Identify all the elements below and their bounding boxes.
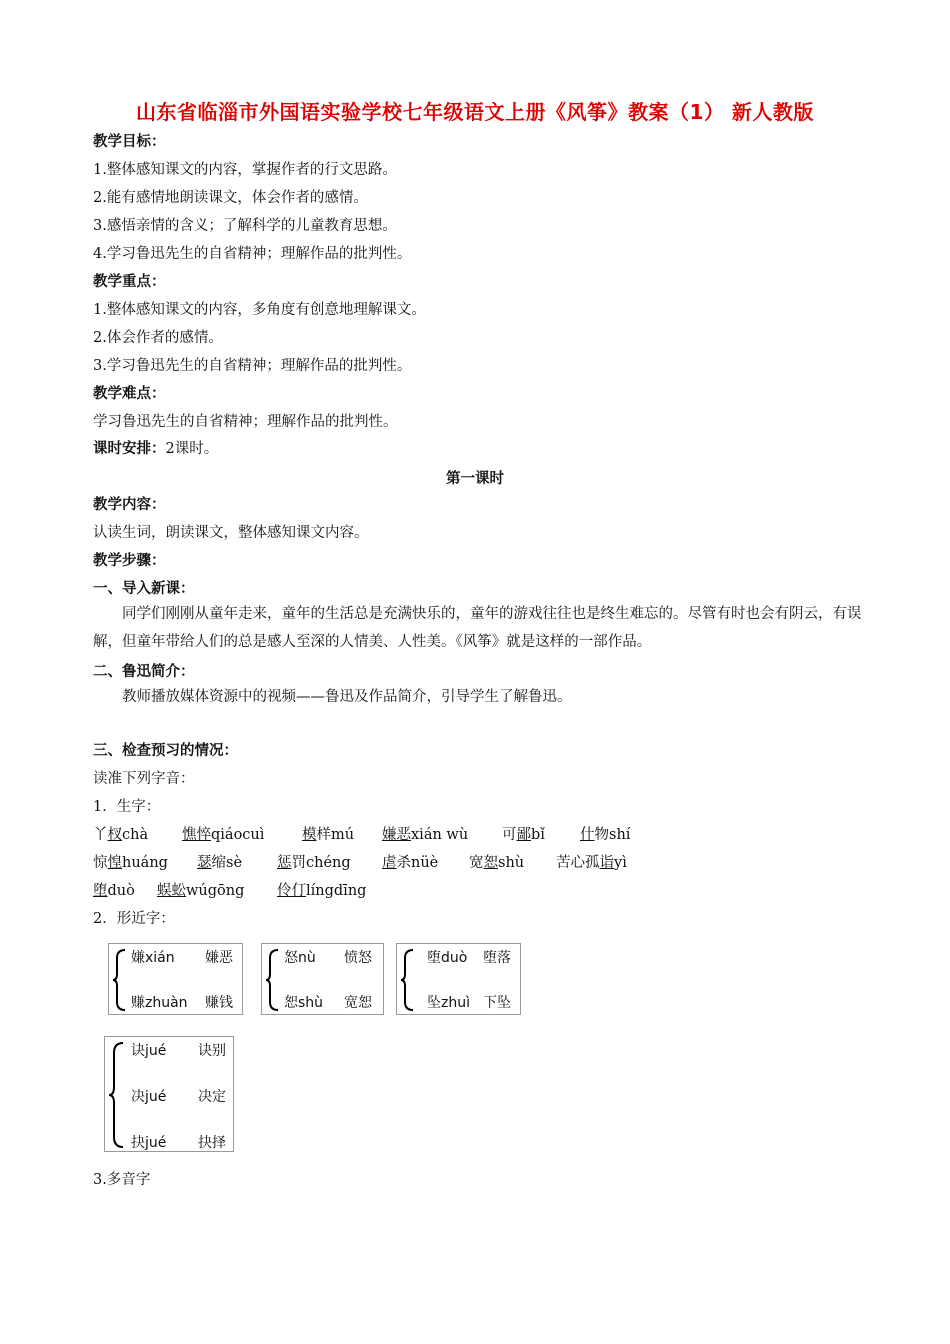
goal-item: 3.感悟亲情的含义；了解科学的儿童教育思想。 xyxy=(93,218,397,234)
vocab-item: 伶仃língdīng xyxy=(277,883,367,899)
goals-heading: 教学目标： xyxy=(93,134,166,150)
similar-char: 决jué xyxy=(131,1089,167,1105)
similar-char: 诀jué xyxy=(131,1043,167,1059)
similar-char: 抉jué xyxy=(131,1135,167,1151)
vocab-item: 宽恕shù xyxy=(469,855,525,871)
vocab-item: 可鄙bǐ xyxy=(502,827,545,843)
similar-group xyxy=(261,943,384,1015)
vocab-item: 蜈蚣wúgōng xyxy=(157,883,245,899)
steps-heading: 教学步骤： xyxy=(93,553,166,569)
similar-word: 抉择 xyxy=(198,1135,226,1151)
similar-word: 决定 xyxy=(198,1089,226,1105)
vocab-item: 什物shí xyxy=(580,827,631,843)
similar-word: 愤怒 xyxy=(344,950,372,966)
vocab-item: 瑟缩sè xyxy=(197,855,243,871)
goal-item: 2.能有感情地朗读课文，体会作者的感情。 xyxy=(93,190,368,206)
section1-heading: 一、导入新课： xyxy=(93,581,195,597)
goal-item: 1.整体感知课文的内容，掌握作者的行文思路。 xyxy=(93,162,397,178)
section1-paragraph: 同学们刚刚从童年走来，童年的生活总是充满快乐的，童年的游戏往往也是终生难忘的。尽管有时也会有阴云，有误解，但童年带给人们的总是感人至深的人情美、人性美。《风筝》就是这样的一部作品。 xyxy=(93,606,862,650)
new-words-label: 1．生字： xyxy=(93,799,161,815)
schedule-line xyxy=(93,439,218,459)
similar-group xyxy=(104,1036,234,1152)
section3-heading: 三、检查预习的情况： xyxy=(93,743,238,759)
vocab-item: 虐杀nüè xyxy=(382,855,439,871)
brace-icon xyxy=(111,948,129,1012)
schedule-value: 2课时。 xyxy=(165,441,219,457)
polyphone-label: 3.多音字 xyxy=(93,1172,151,1188)
vocab-item: 嫌恶xián wù xyxy=(382,827,469,843)
vocab-item: 丫杈chà xyxy=(93,827,149,843)
similar-word: 诀别 xyxy=(198,1043,226,1059)
brace-icon xyxy=(107,1041,127,1149)
difficulty-text: 学习鲁迅先生的自省精神；理解作品的批判性。 xyxy=(93,414,398,430)
vocab-item: 憔悴qiáocuì xyxy=(182,827,265,843)
document-title: 山东省临淄市外国语实验学校七年级语文上册《风筝》教案（1） 新人教版 xyxy=(136,100,814,124)
difficulty-heading: 教学难点： xyxy=(93,386,166,402)
brace-icon xyxy=(399,948,417,1012)
goal-item: 4.学习鲁迅先生的自省精神；理解作品的批判性。 xyxy=(93,246,412,262)
similar-group xyxy=(396,943,521,1015)
vocab-item: 苦心孤诣yì xyxy=(556,855,627,871)
similar-group xyxy=(108,943,243,1015)
similar-char: 怒nù xyxy=(284,950,316,966)
similar-word: 宽恕 xyxy=(344,995,372,1011)
similar-char: 坠zhuì xyxy=(427,995,470,1011)
similar-label: 2．形近字： xyxy=(93,911,175,927)
schedule-label: 课时安排： xyxy=(93,441,166,457)
section2-paragraph: 教师播放媒体资源中的视频——鲁迅及作品简介，引导学生了解鲁迅。 xyxy=(122,689,572,705)
similar-char: 赚zhuàn xyxy=(131,995,188,1011)
similar-char: 堕duò xyxy=(427,950,468,966)
similar-char: 嫌xián xyxy=(131,950,175,966)
lesson-title: 第一课时 xyxy=(446,471,504,487)
focus-heading: 教学重点： xyxy=(93,274,166,290)
focus-item: 2.体会作者的感情。 xyxy=(93,330,223,346)
focus-item: 1.整体感知课文的内容，多角度有创意地理解课文。 xyxy=(93,302,426,318)
similar-word: 赚钱 xyxy=(205,995,233,1011)
content-heading: 教学内容： xyxy=(93,497,166,513)
section2-heading: 二、鲁迅简介： xyxy=(93,664,195,680)
similar-char: 恕shù xyxy=(284,995,324,1011)
vocab-item: 模样mú xyxy=(302,827,355,843)
content-text: 认读生词，朗读课文，整体感知课文内容。 xyxy=(93,525,369,541)
similar-word: 堕落 xyxy=(483,950,511,966)
vocab-item: 惊惶huáng xyxy=(93,855,168,871)
similar-word: 嫌恶 xyxy=(205,950,233,966)
brace-icon xyxy=(264,948,282,1012)
section3-intro: 读准下列字音： xyxy=(93,771,195,787)
vocab-item: 惩罚chéng xyxy=(277,855,351,871)
vocab-item: 堕duò xyxy=(93,883,135,899)
similar-word: 下坠 xyxy=(483,995,511,1011)
focus-item: 3.学习鲁迅先生的自省精神；理解作品的批判性。 xyxy=(93,358,412,374)
